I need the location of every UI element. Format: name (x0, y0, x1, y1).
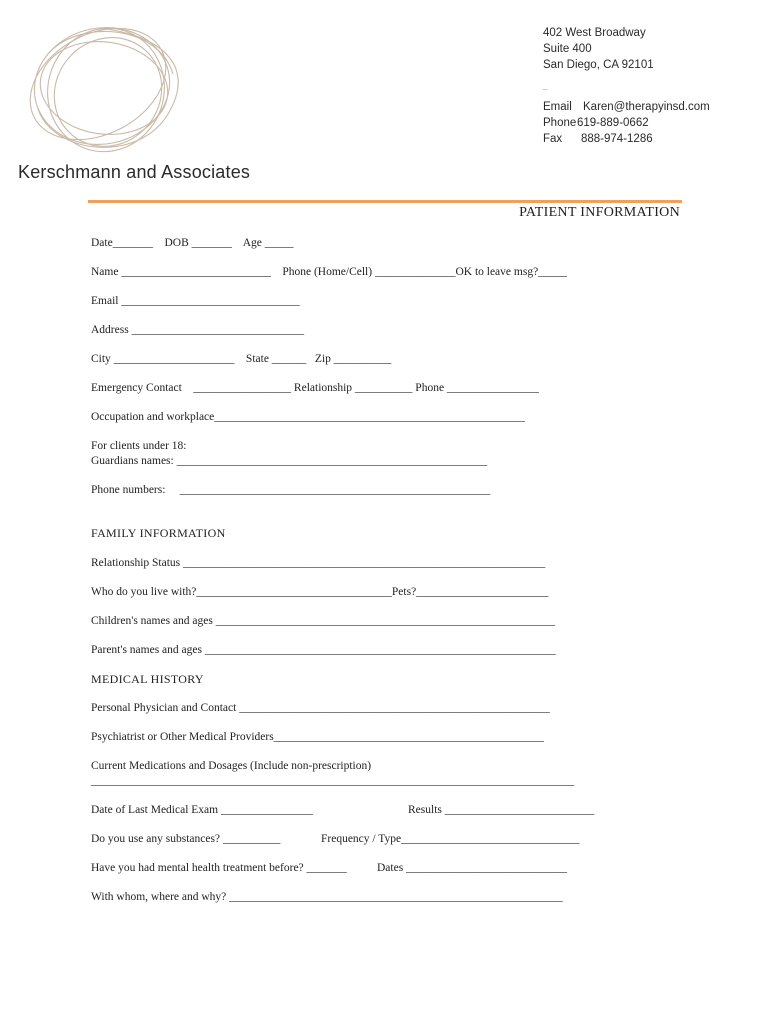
family-heading: FAMILY INFORMATION (91, 526, 226, 540)
fax-row (543, 131, 710, 147)
with-whom-field[interactable]: With whom, where and why? __________________________________________________________ (91, 891, 563, 903)
physician-field[interactable]: Personal Physician and Contact ______________________________________________________ (91, 702, 550, 714)
address-line-1: 402 West Broadway (543, 27, 646, 39)
spacer-mark: _ (543, 81, 548, 90)
email-label: Email (543, 101, 572, 113)
dates-field[interactable]: Dates ____________________________ (377, 862, 568, 874)
address-field[interactable]: Address ______________________________ (91, 324, 305, 336)
psychiatrist-field[interactable]: Psychiatrist or Other Medical Providers_______________________________________________ (91, 731, 544, 743)
last-exam-field[interactable]: Date of Last Medical Exam ________________ (91, 804, 313, 816)
address-line-3: San Diego, CA 92101 (543, 59, 654, 71)
company-logo-scribble-icon (18, 14, 188, 164)
guardians-field[interactable]: Guardians names: ______________________________________________________ (91, 455, 488, 467)
company-name: Kerschmann and Associates (18, 162, 251, 182)
phone-numbers-field[interactable]: Phone numbers: ______________________________________________________ (91, 484, 491, 496)
accent-divider (88, 200, 682, 203)
children-field[interactable]: Children's names and ages ___________________________________________________________ (91, 615, 555, 627)
section-title: PATIENT INFORMATION (519, 205, 680, 220)
medical-heading: MEDICAL HISTORY (91, 672, 204, 686)
live-with-pets-fields[interactable]: Who do you live with?__________________________________Pets?_______________________ (91, 586, 549, 598)
name-phone-fields[interactable]: Name __________________________ Phone (Home/Cell) ______________OK to leave msg?_____ (91, 266, 567, 278)
minors-label: For clients under 18: (91, 440, 187, 452)
email-field[interactable]: Email _______________________________ (91, 295, 300, 307)
emergency-contact-fields[interactable]: Emergency Contact _________________ Relationship __________ Phone ________________ (91, 382, 539, 394)
occupation-field[interactable]: Occupation and workplace______________________________________________________ (91, 411, 525, 423)
phone-label: Phone (543, 117, 577, 129)
city-state-zip-fields[interactable]: City _____________________ State ______ Zip __________ (91, 353, 392, 365)
contact-block (543, 25, 710, 147)
email-row (543, 99, 710, 115)
medications-label: Current Medications and Dosages (Include non-prescription) (91, 760, 372, 772)
substances-field[interactable]: Do you use any substances? __________ (91, 833, 281, 845)
fax-value: 888-974-1286 (581, 133, 653, 145)
email-value[interactable]: Karen@therapyinsd.com (583, 101, 710, 113)
parents-field[interactable]: Parent's names and ages _____________________________________________________________ (91, 644, 556, 656)
medications-field[interactable]: ____________________________________________________________________________________ (91, 775, 574, 787)
frequency-field[interactable]: Frequency / Type_______________________________ (321, 833, 580, 845)
results-field[interactable]: Results __________________________ (408, 804, 595, 816)
date-dob-age-fields[interactable]: Date_______ DOB _______ Age _____ (91, 237, 294, 249)
relationship-status-field[interactable]: Relationship Status _______________________________________________________________ (91, 557, 546, 569)
prior-treatment-field[interactable]: Have you had mental health treatment before? _______ (91, 862, 347, 874)
phone-value: 619-889-0662 (577, 117, 649, 129)
address-line-2: Suite 400 (543, 43, 592, 55)
fax-label: Fax (543, 133, 563, 145)
phone-row (543, 115, 710, 131)
